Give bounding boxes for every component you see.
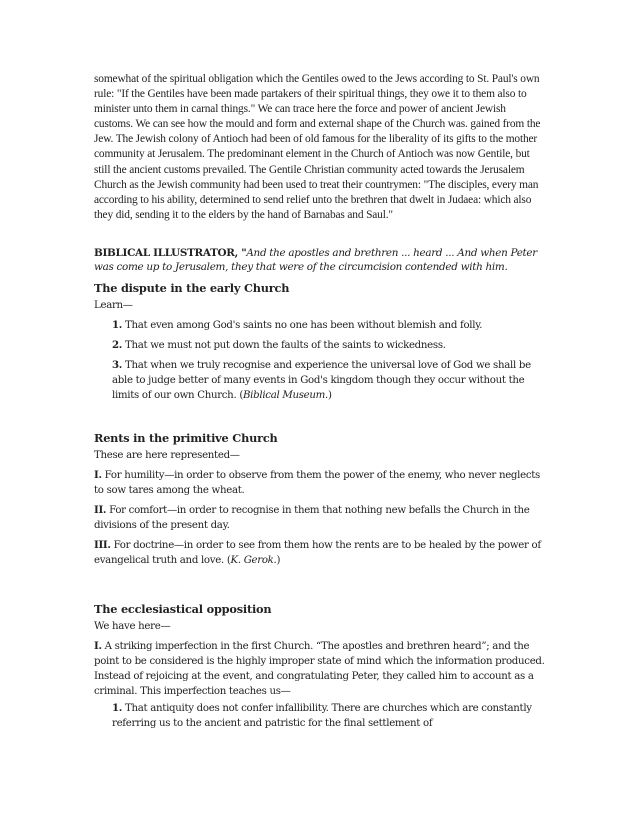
illustrator-quote: And the apostles and brethren ... heard ... And when Peter was come up to Jerusalem, they that were of the circumcision contended with him. <box>94 246 537 273</box>
section-rents-title: Rents in the primitive Church <box>94 431 278 446</box>
section-rents-intro: These are here represented— <box>94 450 240 462</box>
rents-item-3: III. For doctrine—in order to see from them how the rents are to be healed by the power of evangelical truth and love. (K. Gerok.) <box>94 539 541 567</box>
document-page <box>94 72 546 731</box>
rents-item-2: II. For comfort—in order to recognise in them that nothing new befalls the Church in the divisions of the present day. <box>94 504 530 532</box>
illustrator-lead: BIBLICAL ILLUSTRATOR, " <box>94 246 247 259</box>
intro-paragraph: somewhat of the spiritual obligation which the Gentiles owed to the Jews according to St. Paul's own rule: "If the Gentiles have been made partakers of their spiritual things, they owe it to them also to minister unto them in carnal things." We can trace here the force and power of ancient Jewish customs. We can see how the mould and form and external shape of the Church was. gained from the Jew. The Jewish colony of Antioch had been of old famous for the liberality of its gifts to the mother community at Jerusalem. The predominant element in the Church of Antioch was now Gentile, but still the ancient customs prevailed. The Gentile Christian community acted towards the Jerusalem Church as the Jewish community had been used to treat their countrymen: "The disciples, every man according to his ability, determined to send relief unto the brethren that dwelt in Judaea: which also they did, sending it to the elders by the hand of Barnabas and Saul." <box>94 73 541 221</box>
dispute-item-3: 3. That when we truly recognise and experience the universal love of God we shall be able to judge better of many events in God's kingdom though they occur without the limits of our own Church. (Biblical Museum.) <box>112 359 531 402</box>
opposition-item-1: I. A striking imperfection in the first Church. “The apostles and brethren heard”; and the point to be considered is the highly improper state of mind which the information produced. Instead of rejoicing at the event, and congratulating Peter, they called him to account as a criminal. This imperfection teaches us— <box>94 640 545 698</box>
opposition-subitem-1: 1. That antiquity does not confer infallibility. There are churches which are constantly referring us to the ancient and patristic for the final settlement of <box>112 702 532 730</box>
section-opposition-intro: We have here— <box>94 621 171 633</box>
section-dispute-intro: Learn— <box>94 300 133 312</box>
rents-item-1: I. For humility—in order to observe from them the power of the enemy, who never neglects to sow tares among the wheat. <box>94 469 540 497</box>
dispute-item-1: 1. That even among God's saints no one has been without blemish and folly. <box>112 319 483 332</box>
dispute-item-2: 2. That we must not put down the faults of the saints to wickedness. <box>112 339 446 352</box>
illustrator-header <box>94 247 546 274</box>
section-dispute-title: The dispute in the early Church <box>94 281 290 296</box>
section-opposition-title: The ecclesiastical opposition <box>94 602 272 617</box>
